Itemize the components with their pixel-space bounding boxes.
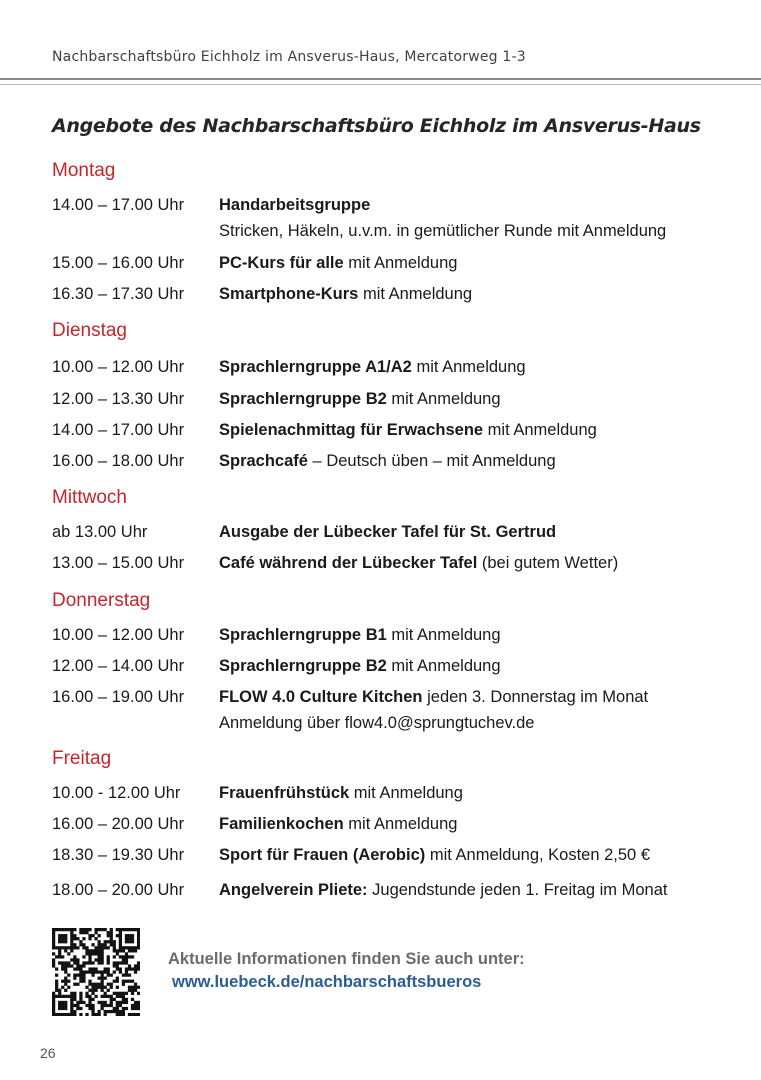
entry-detail: Jugendstunde jeden 1. Freitag im Monat: [367, 881, 668, 899]
entry-title: Sprachcafé: [219, 452, 308, 470]
day-heading-montag: Montag: [52, 160, 116, 181]
info-text: Aktuelle Informationen finden Sie auch unter:: [168, 950, 525, 968]
entry-title: Smartphone-Kurs: [219, 285, 359, 303]
entry-title: Handarbeitsgruppe: [219, 196, 371, 214]
entry-time: 12.00 – 13.30 Uhr: [52, 390, 185, 408]
entry-title: Sprachlerngruppe B2: [219, 657, 387, 675]
entry-description: [219, 386, 759, 412]
entry-time: 12.00 – 14.00 Uhr: [52, 657, 185, 675]
entry-title: Sport für Frauen (Aerobic): [219, 846, 426, 864]
day-heading-dienstag: Dienstag: [52, 320, 127, 341]
page-number: 26: [40, 1045, 56, 1061]
entry-description: [219, 417, 759, 443]
entry-detail: (bei gutem Wetter): [477, 554, 619, 572]
entry-detail: mit Anmeldung: [358, 285, 473, 303]
entry-second-line: Anmeldung über flow4.0@sprungtuchev.de: [219, 714, 535, 732]
entry-description: [219, 192, 759, 244]
entry-title: Sprachlerngruppe B1: [219, 626, 387, 644]
page-title: Angebote des Nachbarschaftsbüro Eichholz im Ansverus-Haus: [52, 115, 701, 137]
entry-time: 16.00 – 18.00 Uhr: [52, 452, 185, 470]
entry-title: Café während der Lübecker Tafel: [219, 554, 478, 572]
entry-description: [219, 842, 759, 868]
entry-time: 18.30 – 19.30 Uhr: [52, 846, 185, 864]
entry-detail: – Deutsch üben – mit Anmeldung: [307, 452, 556, 470]
day-heading-donnerstag: Donnerstag: [52, 590, 151, 611]
entry-description: [219, 354, 759, 380]
entry-detail: jeden 3. Donnerstag im Monat: [422, 688, 649, 706]
qr-code-icon: [52, 928, 140, 1016]
entry-time: 10.00 – 12.00 Uhr: [52, 626, 185, 644]
entry-time: ab 13.00 Uhr: [52, 523, 148, 541]
entry-title: PC-Kurs für alle: [219, 254, 344, 272]
entry-description: [219, 811, 759, 837]
entry-title: Familienkochen: [219, 815, 344, 833]
entry-detail: mit Anmeldung: [343, 254, 458, 272]
entry-description: [219, 653, 759, 679]
day-heading-mittwoch: Mittwoch: [52, 487, 127, 508]
entry-detail: mit Anmeldung: [386, 626, 501, 644]
day-heading-freitag: Freitag: [52, 748, 112, 769]
entry-description: [219, 448, 759, 474]
entry-title: Sprachlerngruppe B2: [219, 390, 387, 408]
entry-second-line: Stricken, Häkeln, u.v.m. in gemütlicher Runde mit Anmeldung: [219, 222, 667, 240]
entry-time: 18.00 – 20.00 Uhr: [52, 881, 185, 899]
entry-time: 10.00 - 12.00 Uhr: [52, 784, 181, 802]
entry-title: Ausgabe der Lübecker Tafel für St. Gertrud: [219, 523, 557, 541]
entry-description: [219, 780, 759, 806]
entry-title: Sprachlerngruppe A1/A2: [219, 358, 412, 376]
entry-description: [219, 519, 759, 545]
entry-description: [219, 250, 759, 276]
entry-description: [219, 877, 759, 903]
entry-description: [219, 622, 759, 648]
entry-detail: mit Anmeldung: [483, 421, 597, 439]
entry-title: FLOW 4.0 Culture Kitchen: [219, 688, 423, 706]
header-rule: [0, 78, 761, 80]
entry-detail: mit Anmeldung: [411, 358, 526, 376]
entry-detail: mit Anmeldung: [349, 784, 463, 802]
entry-title: Spielenachmittag für Erwachsene: [219, 421, 484, 439]
website-link[interactable]: www.luebeck.de/nachbarschaftsbueros: [172, 973, 482, 991]
entry-description: [219, 281, 759, 307]
entry-time: 16.30 – 17.30 Uhr: [52, 285, 185, 303]
entry-detail: mit Anmeldung: [386, 390, 501, 408]
entry-detail: mit Anmeldung: [386, 657, 501, 675]
header-rule-thin: [0, 84, 761, 85]
entry-detail: mit Anmeldung, Kosten 2,50 €: [425, 846, 650, 864]
entry-time: 14.00 – 17.00 Uhr: [52, 196, 185, 214]
running-header: Nachbarschaftsbüro Eichholz im Ansverus-Haus, Mercatorweg 1-3: [52, 49, 526, 65]
entry-time: 13.00 – 15.00 Uhr: [52, 554, 185, 572]
entry-time: 16.00 – 20.00 Uhr: [52, 815, 185, 833]
entry-description: [219, 550, 759, 576]
entry-detail: mit Anmeldung: [343, 815, 458, 833]
entry-time: 15.00 – 16.00 Uhr: [52, 254, 185, 272]
entry-time: 10.00 – 12.00 Uhr: [52, 358, 185, 376]
entry-time: 16.00 – 19.00 Uhr: [52, 688, 185, 706]
entry-description: [219, 684, 759, 736]
entry-title: Angelverein Pliete:: [219, 881, 368, 899]
entry-title: Frauenfrühstück: [219, 784, 350, 802]
entry-time: 14.00 – 17.00 Uhr: [52, 421, 185, 439]
